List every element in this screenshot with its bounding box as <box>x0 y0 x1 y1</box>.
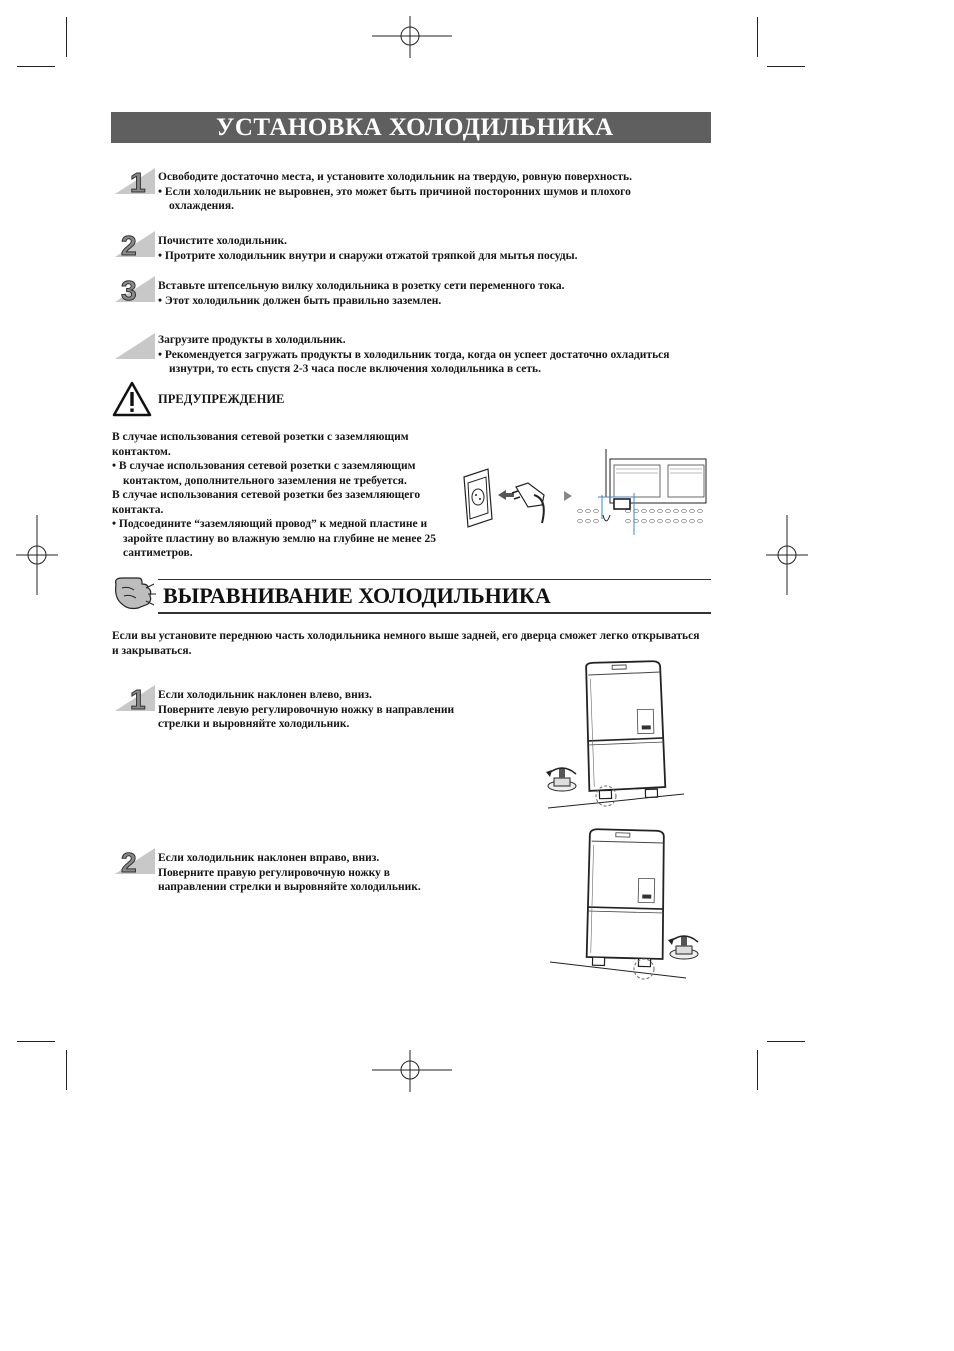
step-line2: Поверните правую регулировочную ножку в направлении стрелки и выровняйте холодильник. <box>158 866 421 893</box>
step-number: 2 <box>121 848 137 874</box>
step-bullet: • Рекомендуется загружать продукты в холодильник тогда, когда он успеет достаточно охладиться изнутри, то есть спустя 2-3 часа после включения холодильника в сеть. <box>158 348 670 375</box>
step-badge-4 <box>115 333 155 359</box>
registration-mark-icon <box>766 515 808 595</box>
warning-icon <box>112 381 152 417</box>
section-intro: Если вы установите переднюю часть холодильника немного выше задней, его дверца сможет легко открываться и закрываться. <box>112 630 700 657</box>
step-bullet: • Этот холодильник должен быть правильно заземлен. <box>158 294 442 307</box>
section-title: ВЫРАВНИВАНИЕ ХОЛОДИЛЬНИКА <box>163 583 551 608</box>
warning-text <box>112 430 452 561</box>
step-badge-level-2 <box>115 848 155 874</box>
step-bullet: • Если холодильник не выровнен, это может быть причиной посторонних шумов и плохого охлаждения. <box>158 185 631 212</box>
step-line2: Поверните левую регулировочную ножку в направлении стрелки и выровняйте холодильник. <box>158 703 455 730</box>
crop-mark <box>757 17 758 57</box>
warning-title: ПРЕДУПРЕЖДЕНИЕ <box>158 392 285 406</box>
step-bullet: • Протрите холодильник внутри и снаружи отжатой тряпкой для мытья посуды. <box>158 249 578 262</box>
step-badge-level-1 <box>115 685 155 711</box>
level-step-2-text <box>158 851 458 895</box>
step-main: Освободите достаточно места, и установите холодильник на твердую, ровную поверхность. <box>158 171 633 183</box>
hand-pointer-icon <box>108 574 158 614</box>
warning-p1: В случае использования сетевой розетки с заземляющим контактом. <box>112 431 409 458</box>
section-title: УСТАНОВКА ХОЛОДИЛЬНИКА <box>216 114 614 141</box>
plug-socket-illustration <box>458 447 710 537</box>
step-line1: Если холодильник наклонен вправо, вниз. <box>158 852 380 864</box>
warning-bullet-1: • В случае использования сетевой розетки с заземляющим контактом, дополнительного заземления не требуется. <box>112 460 416 487</box>
divider <box>158 612 711 614</box>
step-main: Вставьте штепсельную вилку холодильника в розетку сети переменного тока. <box>158 280 565 292</box>
divider <box>158 579 711 580</box>
step-number: 1 <box>130 685 146 711</box>
step-badge-3 <box>115 276 155 302</box>
step-main: Почистите холодильник. <box>158 235 288 247</box>
step-number: 3 <box>121 276 137 302</box>
step-3-text <box>158 279 678 308</box>
step-badge-1 <box>115 168 155 194</box>
step-4-text <box>158 333 678 377</box>
step-main: Загрузите продукты в холодильник. <box>158 334 346 346</box>
crop-mark <box>767 66 805 67</box>
crop-mark <box>66 1050 67 1090</box>
crop-mark <box>767 1041 805 1042</box>
fridge-tilt-right-illustration <box>540 826 705 986</box>
crop-mark <box>17 66 55 67</box>
step-badge-2 <box>115 231 155 257</box>
section-title-bar <box>111 112 711 143</box>
warning-bullet-2: • Подсоедините “заземляющий провод” к медной пластине и заройте пластину во влажную землю на глубине не менее 25 сантиметров. <box>112 518 436 559</box>
step-2-text <box>158 234 678 263</box>
fridge-tilt-left-illustration <box>540 658 690 810</box>
registration-mark-icon <box>372 1050 452 1092</box>
step-number: 1 <box>130 168 146 194</box>
warning-p2: В случае использования сетевой розетки без заземляющего контакта. <box>112 489 421 516</box>
registration-mark-icon <box>372 16 452 58</box>
step-line1: Если холодильник наклонен влево, вниз. <box>158 689 372 701</box>
crop-mark <box>17 1041 55 1042</box>
step-number: 2 <box>121 231 137 257</box>
step-1-text <box>158 170 678 214</box>
level-step-1-text <box>158 688 488 732</box>
registration-mark-icon <box>16 515 58 595</box>
crop-mark <box>757 1050 758 1090</box>
crop-mark <box>66 17 67 57</box>
